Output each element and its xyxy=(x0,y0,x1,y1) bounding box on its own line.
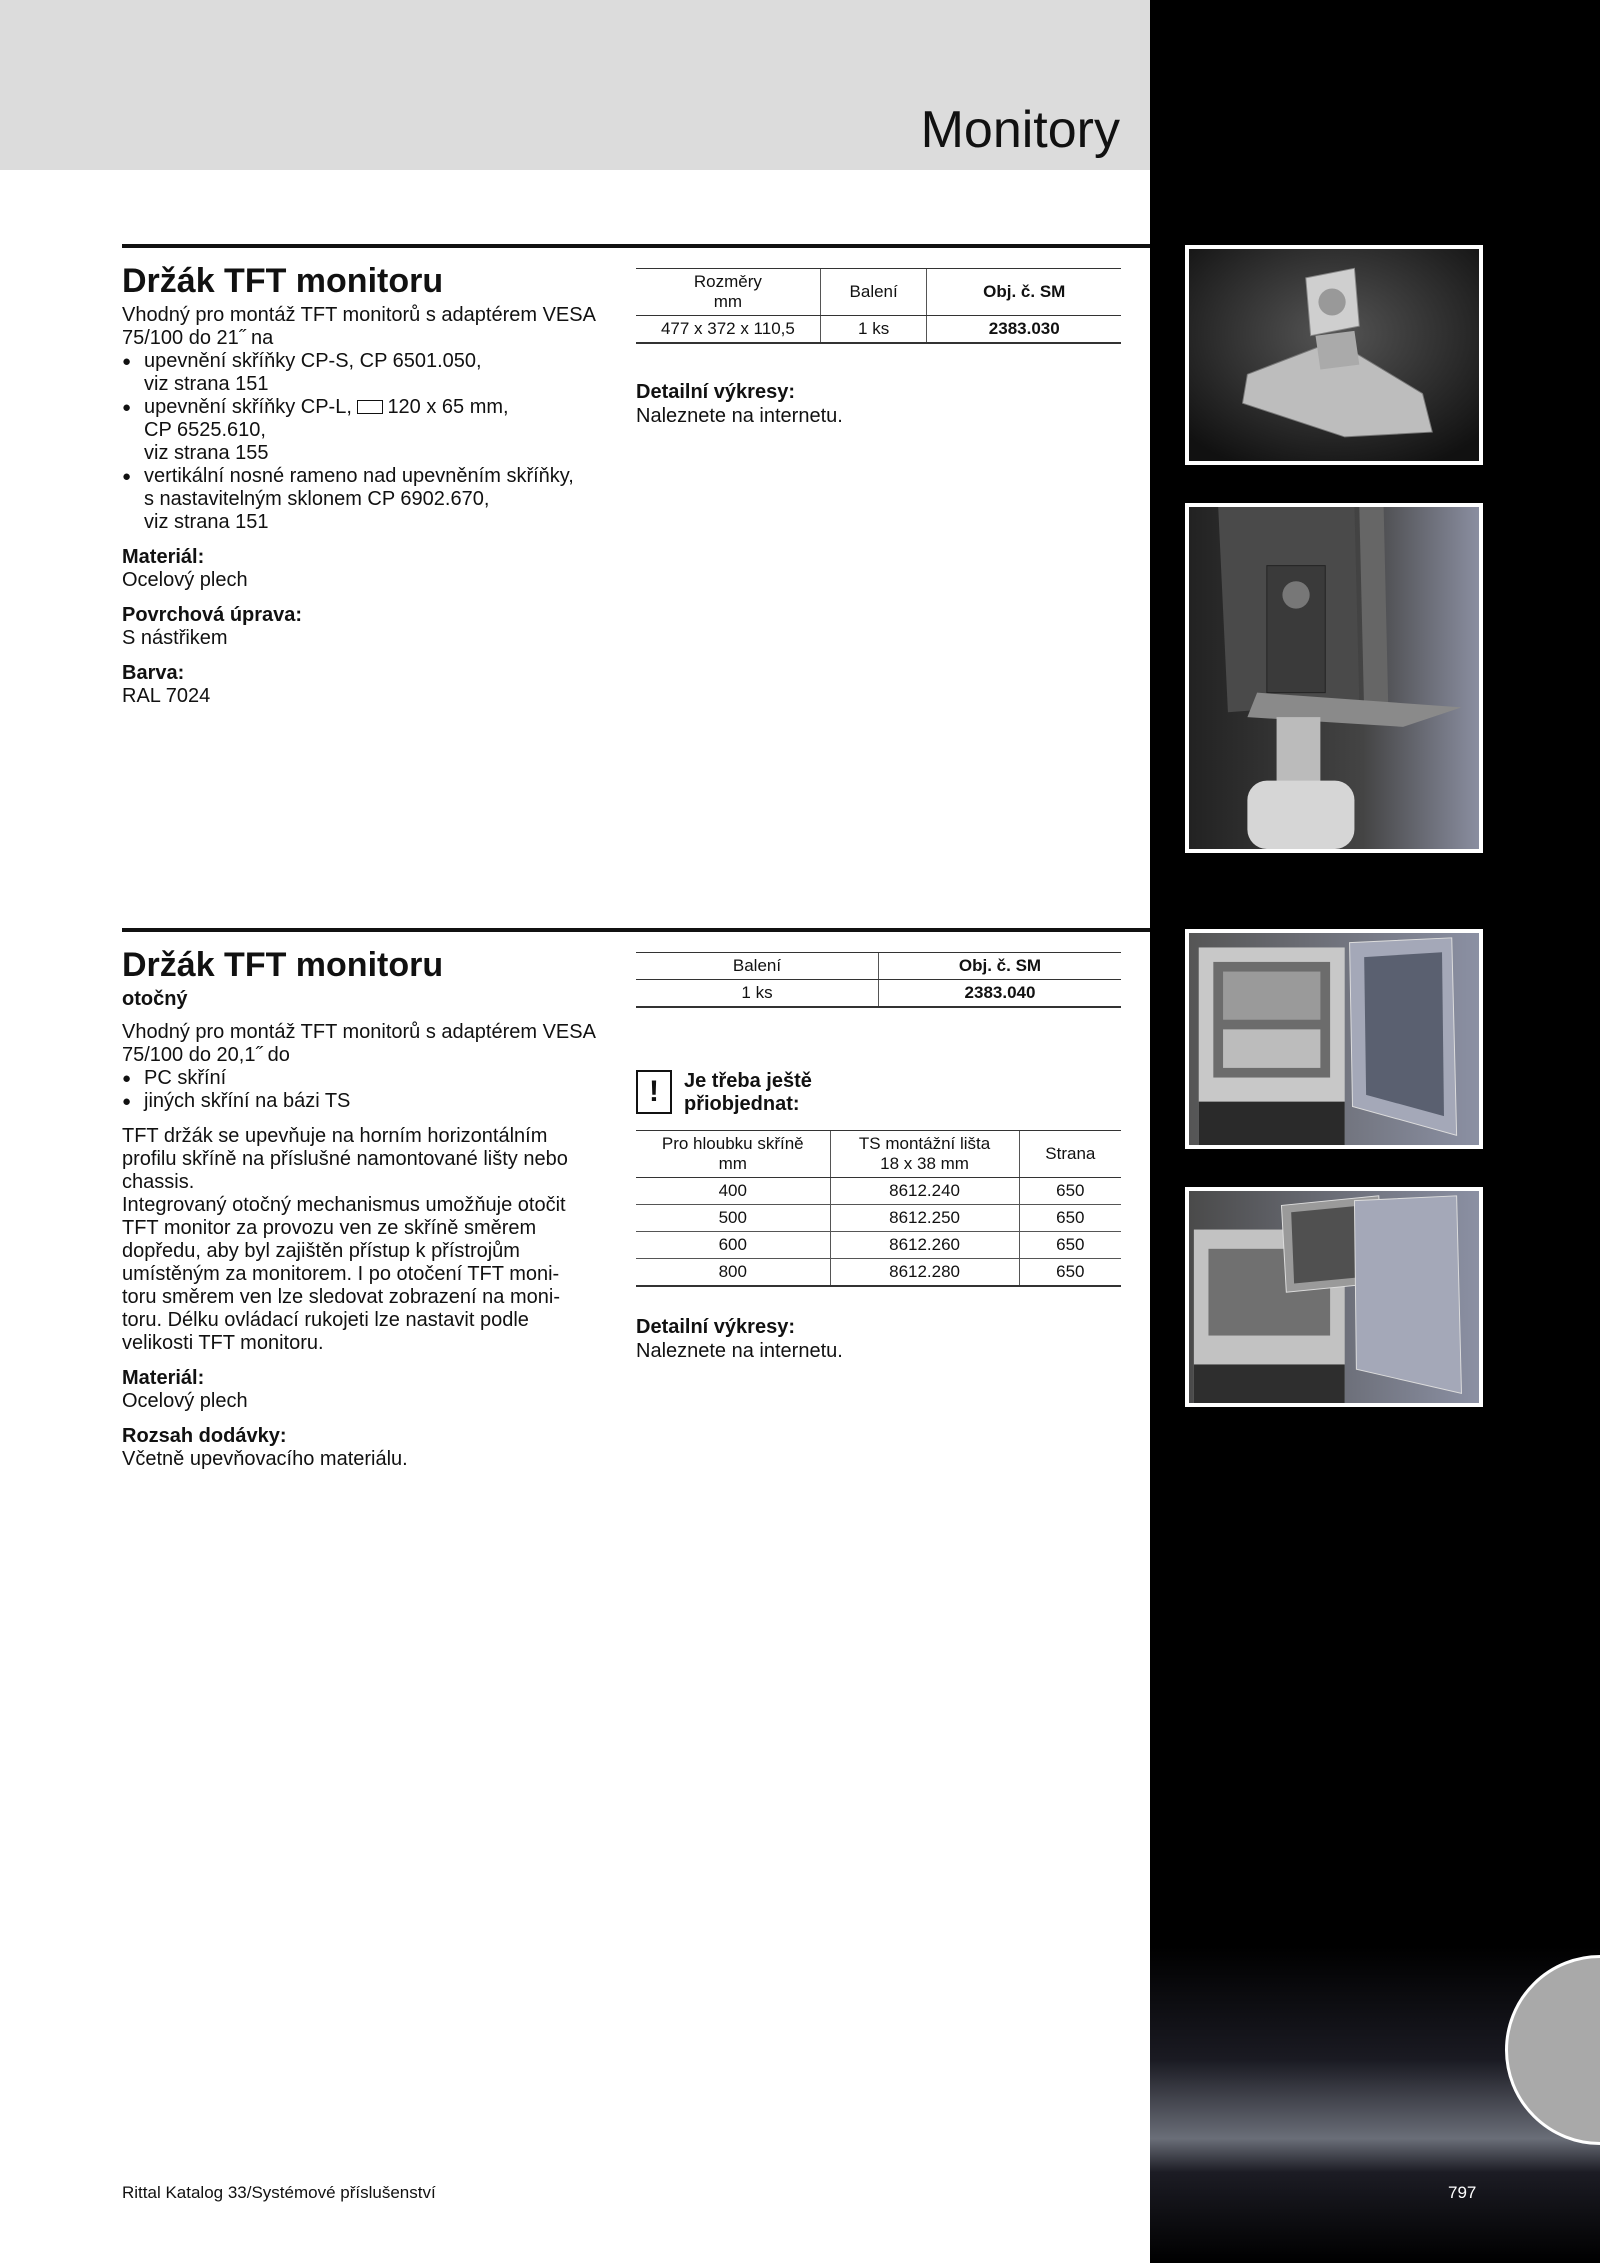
table-row xyxy=(636,1205,1121,1232)
bullet-line: viz strana 151 xyxy=(144,511,269,533)
bullet-line xyxy=(144,396,612,419)
delivery-label: Rozsah dodávky: xyxy=(122,1425,287,1447)
table-cell: 2383.040 xyxy=(879,980,1122,1008)
column-header: TS montážní lišta 18 x 38 mm xyxy=(830,1131,1019,1178)
section2-intro: Vhodný pro montáž TFT monitorů s adaptérem VESA 75/100 do 20,1˝ do xyxy=(122,1021,595,1066)
drawings-label: Detailní výkresy: xyxy=(636,1316,795,1338)
table-cell: 650 xyxy=(1019,1259,1121,1287)
table-cell: 800 xyxy=(636,1259,830,1287)
paragraph-line: profilu skříně na příslušné namontované lišty nebo xyxy=(122,1148,568,1170)
column-header: Rozměry mm xyxy=(636,269,820,316)
note-text: Je třeba ještě přiobjednat: xyxy=(684,1070,812,1115)
section2-description xyxy=(122,946,612,1471)
table-header-row xyxy=(636,1131,1121,1178)
delivery-value: Včetně upevňovacího materiálu. xyxy=(122,1448,408,1470)
rectangle-cutout-icon xyxy=(357,400,383,414)
color-value: RAL 7024 xyxy=(122,685,211,707)
section2-paragraph xyxy=(122,1125,612,1355)
surface-value: S nástřikem xyxy=(122,627,228,649)
material-value: Ocelový plech xyxy=(122,1390,248,1412)
section1-title: Držák TFT monitoru xyxy=(122,262,444,300)
section2-subtitle: otočný xyxy=(122,988,188,1010)
paragraph-line: Integrovaný otočný mechanismus umožňuje otočit xyxy=(122,1194,566,1216)
bullet-line: ● upevnění skříňky CP-S, CP 6501.050, xyxy=(144,350,482,372)
product-photo-monitor-swiveled xyxy=(1185,1187,1483,1407)
table-cell: 600 xyxy=(636,1232,830,1259)
section1-spec-table xyxy=(636,268,1121,344)
table-cell: 2383.030 xyxy=(927,316,1121,344)
photo-drawing xyxy=(1189,1191,1479,1403)
table-cell: 8612.250 xyxy=(830,1205,1019,1232)
paragraph-line: dopředu, aby byl zajištěn přístup k přístrojům xyxy=(122,1240,520,1262)
bullet-line: viz strana 151 xyxy=(144,373,269,395)
table-header-row xyxy=(636,269,1121,316)
paragraph-line: toru směrem ven lze sledovat zobrazení na moni- xyxy=(122,1286,560,1308)
header-band xyxy=(0,0,1150,170)
table-cell: 500 xyxy=(636,1205,830,1232)
surface-label: Povrchová úprava: xyxy=(122,604,303,626)
section1-specs xyxy=(636,268,1121,428)
drawings-text: Naleznete na internetu. xyxy=(636,405,843,427)
paragraph-line: TFT držák se upevňuje na horním horizontálním xyxy=(122,1125,548,1147)
table-cell: 1 ks xyxy=(636,980,879,1008)
section1-bullet-list xyxy=(122,350,612,534)
table-cell: 400 xyxy=(636,1178,830,1205)
drawings-label: Detailní výkresy: xyxy=(636,381,795,403)
table-cell: 650 xyxy=(1019,1232,1121,1259)
table-cell: 8612.240 xyxy=(830,1178,1019,1205)
column-header: Strana xyxy=(1019,1131,1121,1178)
paragraph-line: velikosti TFT monitoru. xyxy=(122,1332,324,1354)
material-label: Materiál: xyxy=(122,1367,205,1389)
bullet-text: 120 x 65 mm, xyxy=(387,396,509,418)
table-row xyxy=(636,1259,1121,1287)
photo-drawing xyxy=(1189,249,1479,461)
section2-spec-table xyxy=(636,952,1121,1008)
table-cell: 650 xyxy=(1019,1205,1121,1232)
bullet-text: upevnění skříňky CP-L, xyxy=(144,396,352,418)
product-photo-assembly xyxy=(1185,503,1483,853)
exclamation-icon: ! xyxy=(636,1070,672,1114)
table-cell: 650 xyxy=(1019,1178,1121,1205)
page-number: 797 xyxy=(1448,2183,1477,2202)
product-photo-cabinet-open xyxy=(1185,929,1483,1149)
bullet-line: CP 6525.610, xyxy=(144,419,266,441)
material-label: Materiál: xyxy=(122,546,205,568)
photo-drawing xyxy=(1189,507,1479,849)
table-cell: 1 ks xyxy=(820,316,927,344)
paragraph-line: umístěným za monitorem. I po otočení TFT moni- xyxy=(122,1263,560,1285)
list-item: ● PC skříní xyxy=(122,1067,612,1090)
bullet-line: viz strana 155 xyxy=(144,442,269,464)
order-note xyxy=(636,1070,1121,1116)
product-photo-mount xyxy=(1185,245,1483,465)
drawings-text: Naleznete na internetu. xyxy=(636,1340,843,1362)
paragraph-line: TFT monitor za provozu ven ze skříně směrem xyxy=(122,1217,537,1239)
column-header: Balení xyxy=(636,953,879,980)
list-item xyxy=(122,350,612,396)
photo-drawing xyxy=(1189,933,1479,1145)
table-row xyxy=(636,316,1121,344)
list-item xyxy=(122,396,612,465)
list-item: ● jiných skříní na bázi TS xyxy=(122,1090,612,1113)
section2-bullet-list xyxy=(122,1067,612,1113)
section-rule xyxy=(122,244,1150,248)
section2-specs xyxy=(636,952,1121,1363)
section1-description xyxy=(122,262,612,708)
column-header: Obj. č. SM xyxy=(927,269,1121,316)
color-label: Barva: xyxy=(122,662,185,684)
table-row xyxy=(636,1178,1121,1205)
table-cell: 477 x 372 x 110,5 xyxy=(636,316,820,344)
list-item xyxy=(122,465,612,534)
section1-intro: Vhodný pro montáž TFT monitorů s adaptérem VESA 75/100 do 21˝ na xyxy=(122,304,595,349)
section-rule xyxy=(122,928,1150,932)
accessory-order-table xyxy=(636,1130,1121,1287)
footer-catalog: Rittal Katalog 33/Systémové příslušenství xyxy=(122,2183,436,2202)
table-header-row xyxy=(636,953,1121,980)
material-value: Ocelový plech xyxy=(122,569,248,591)
paragraph-line: toru. Délku ovládací rukojeti lze nastavit podle xyxy=(122,1309,529,1331)
section2-title: Držák TFT monitoru xyxy=(122,946,444,984)
table-row xyxy=(636,1232,1121,1259)
table-cell: 8612.280 xyxy=(830,1259,1019,1287)
bullet-line: s nastavitelným sklonem CP 6902.670, xyxy=(144,488,490,510)
table-row xyxy=(636,980,1121,1008)
page-title: Monitory xyxy=(920,101,1120,159)
column-header: Pro hloubku skříně mm xyxy=(636,1131,830,1178)
column-header: Balení xyxy=(820,269,927,316)
bullet-line: ● vertikální nosné rameno nad upevněním skříňky, xyxy=(144,465,574,487)
table-cell: 8612.260 xyxy=(830,1232,1019,1259)
paragraph-line: chassis. xyxy=(122,1171,195,1193)
column-header: Obj. č. SM xyxy=(879,953,1122,980)
